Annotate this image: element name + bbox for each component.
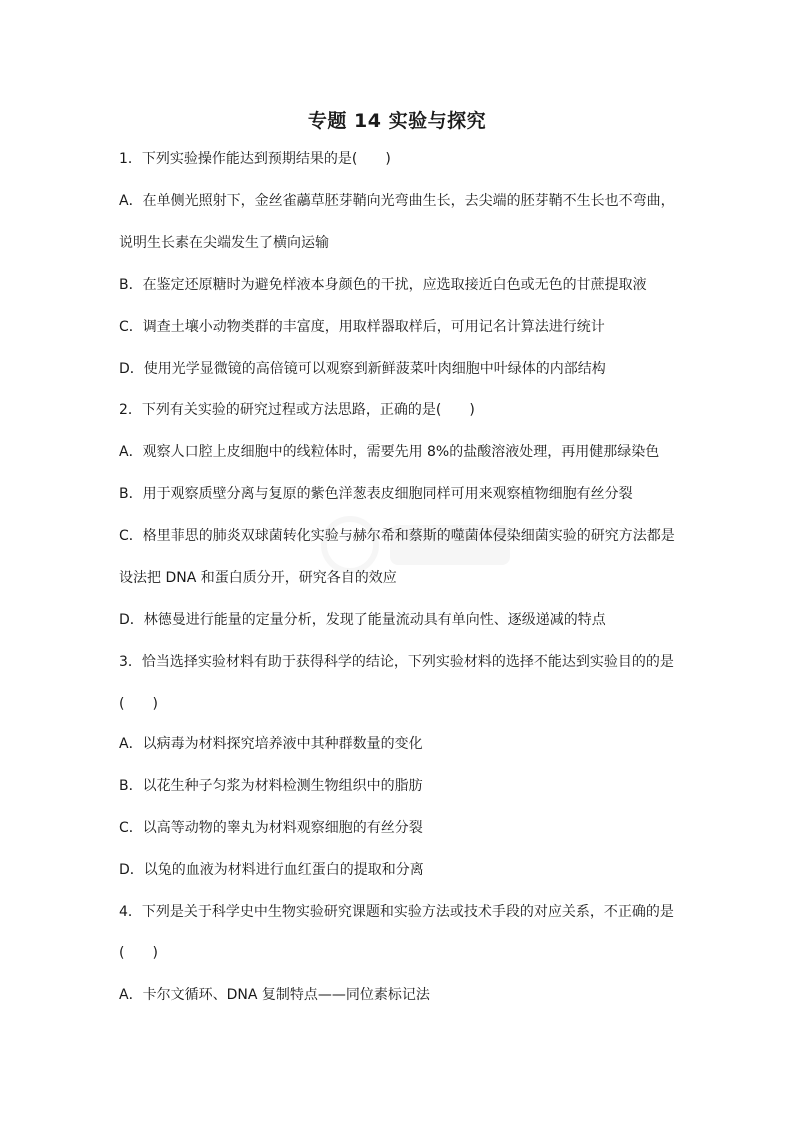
question-3-stem: 3．恰当选择实验材料有助于获得科学的结论，下列实验材料的选择不能达到实验目的的是 [119,654,674,670]
question-2-option-d: D．林德曼进行能量的定量分析，发现了能量流动具有单向性、逐级递减的特点 [119,612,606,628]
question-3-option-d: D．以兔的血液为材料进行血红蛋白的提取和分离 [119,862,424,878]
question-2-option-a: A．观察人口腔上皮细胞中的线粒体时，需要先用 8%的盐酸溶液处理，再用健那绿染色 [119,444,660,460]
question-3-stem-continued: ( ) [119,696,158,712]
question-1-stem: 1．下列实验操作能达到预期结果的是( ) [119,151,391,167]
question-3-option-a: A．以病毒为材料探究培养液中其种群数量的变化 [119,736,423,752]
question-1-option-b: B．在鉴定还原糖时为避免样液本身颜色的干扰，应选取接近白色或无色的甘蔗提取液 [119,277,647,293]
question-4-option-a: A．卡尔文循环、DNA 复制特点——同位素标记法 [119,987,430,1003]
question-1-option-a: A．在单侧光照射下，金丝雀虉草胚芽鞘向光弯曲生长，去尖端的胚芽鞘不生长也不弯曲， [119,193,675,209]
question-2-stem: 2．下列有关实验的研究过程或方法思路，正确的是( ) [119,402,475,418]
question-1-option-a-continued: 说明生长素在尖端发生了横向运输 [119,235,329,251]
question-1-option-d: D．使用光学显微镜的高倍镜可以观察到新鲜菠菜叶肉细胞中叶绿体的内部结构 [119,361,606,377]
question-3-option-c: C．以高等动物的睾丸为材料观察细胞的有丝分裂 [119,820,423,836]
question-2-option-c: C．格里菲思的肺炎双球菌转化实验与赫尔希和蔡斯的噬菌体侵染细菌实验的研究方法都是 [119,528,675,544]
question-1-option-c: C．调查土壤小动物类群的丰富度，用取样器取样后，可用记名计算法进行统计 [119,319,605,335]
question-2-option-b: B．用于观察质壁分离与复原的紫色洋葱表皮细胞同样可用来观察植物细胞有丝分裂 [119,486,633,502]
question-4-stem: 4．下列是关于科学史中生物实验研究课题和实验方法或技术手段的对应关系，不正确的是 [119,904,674,920]
question-3-option-b: B．以花生种子匀浆为材料检测生物组织中的脂肪 [119,778,423,794]
question-4-stem-continued: ( ) [119,945,158,961]
document-title: 专题 14 实验与探究 [307,110,487,132]
question-2-option-c-continued: 设法把 DNA 和蛋白质分开，研究各自的效应 [119,570,397,586]
